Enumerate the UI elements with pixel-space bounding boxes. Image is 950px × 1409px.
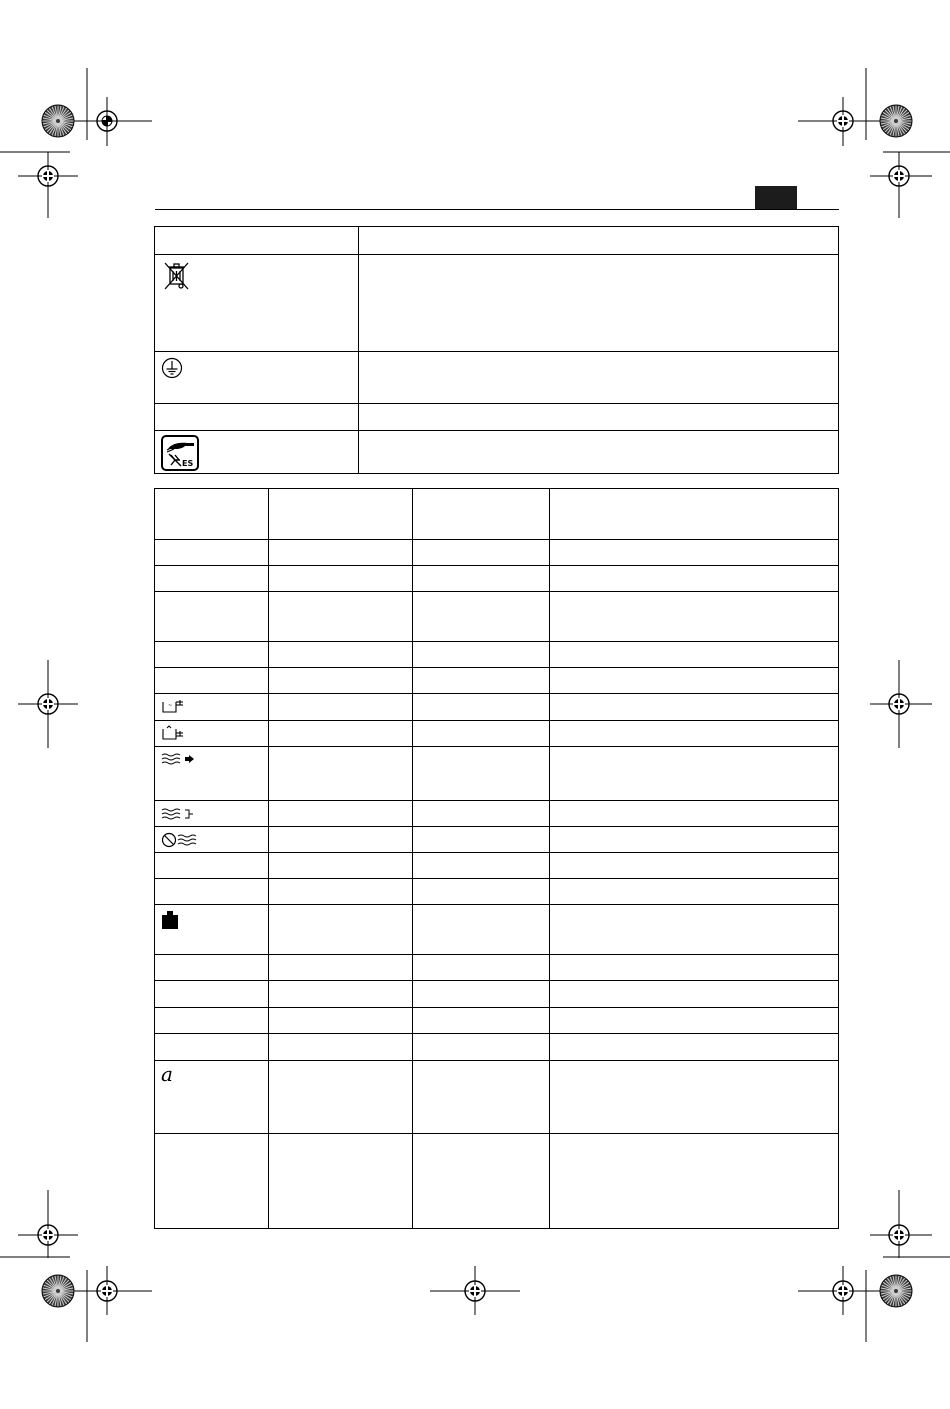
container-outlet-alt-icon: [161, 725, 185, 741]
symbol-row-weee: [161, 259, 193, 291]
specs-row-airflow-arrow: [161, 752, 195, 766]
svg-text:~: ~: [168, 703, 173, 709]
weight-icon: [161, 910, 179, 930]
no-airflow-icon: [161, 832, 201, 848]
airflow-arrow-icon: [161, 752, 195, 766]
specs-row-container-outlet-alt: [161, 725, 185, 741]
container-outlet-icon: [161, 698, 185, 714]
symbol-table: [154, 226, 839, 474]
airflow-plug-icon: [161, 807, 195, 821]
esd-warning-hand-icon: [161, 435, 199, 471]
specs-row-no-airflow: [161, 832, 201, 848]
esd-badge: ES: [182, 459, 194, 468]
specs-row-container-outlet: [161, 698, 185, 714]
crossed-out-wheelie-bin-icon: [161, 259, 193, 291]
specs-row-airflow-plug: [161, 807, 195, 821]
protective-earth-icon: [161, 357, 183, 379]
symbol-row-earth: [161, 357, 183, 379]
header-rule: [155, 209, 839, 210]
language-tab: [755, 186, 797, 209]
acceleration-a-icon: a: [161, 1062, 173, 1086]
symbol-row-esd: [161, 435, 199, 471]
specs-table: [154, 488, 839, 1229]
specs-row-weight: [161, 910, 179, 930]
